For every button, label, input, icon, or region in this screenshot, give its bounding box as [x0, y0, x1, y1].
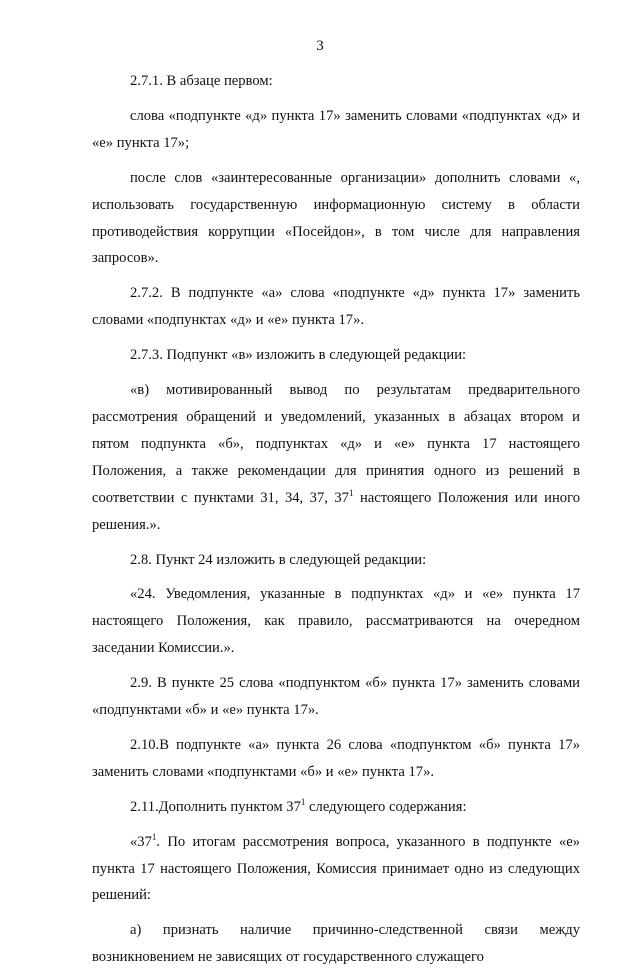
- paragraph-item-24: «24. Уведомления, указанные в подпунктах «д» и «е» пункта 17 настоящего Положения, как правило, рассматриваются на очередном заседании Комиссии.».: [92, 586, 580, 657]
- paragraph-subitem-v: [92, 377, 580, 538]
- paragraph-item-37-1-text: «37: [130, 833, 152, 850]
- paragraph-decision-a: а) признать наличие причинно-следственной связи между возникновением не зависящих от государственного служащего: [92, 922, 580, 966]
- superscript: 1: [300, 796, 306, 807]
- paragraph-subitem-v-text: «в) мотивированный вывод по результатам предварительного рассмотрения обращений и уведомлений, указанных в абзацах втором и пятом подпункта «б», подпунктах «д» и «е» пункта 17 настоящего Положения, а также рекомендации для принятия одного из решений в соответствии с пунктами 31, 34, 37, 37: [92, 382, 580, 506]
- paragraph-item-37-1: [92, 829, 580, 910]
- page-number: 3: [316, 38, 324, 54]
- paragraph-item-37-1-tail: . По итогам рассмотрения вопроса, указанного в подпункте «е» пункта 17 настоящего Положения, Комиссия принимает одно из следующих решений:: [92, 833, 580, 904]
- paragraph-2-9: 2.9. В пункте 25 слова «подпунктом «б» пункта 17» заменить словами «подпунктами «б» и «е» пункта 17».: [92, 675, 580, 719]
- paragraph-2-11-tail: следующего содержания:: [305, 798, 467, 815]
- paragraph-replace-words: слова «подпункте «д» пункта 17» заменить словами «подпунктах «д» и «е» пункта 17»;: [92, 107, 580, 151]
- paragraph-2-11: [92, 794, 580, 821]
- paragraph-2-11-text: 2.11.Дополнить пунктом 37: [130, 798, 301, 815]
- paragraph-add-words: после слов «заинтересованные организации» дополнить словами «, использовать государственную информационную систему в области противодействия коррупции «Посейдон», в том числе для направления запросов».: [92, 169, 580, 267]
- paragraph-2-7-3: 2.7.3. Подпункт «в» изложить в следующей редакции:: [130, 347, 467, 364]
- document-body: [92, 68, 580, 979]
- paragraph-subitem-v-tail: настоящего Положения или иного решения.».: [92, 489, 580, 533]
- paragraph-2-8: 2.8. Пункт 24 изложить в следующей редакции:: [130, 551, 427, 568]
- paragraph-2-10: 2.10.В подпункте «а» пункта 26 слова «подпунктом «б» пункта 17» заменить словами «подпунктами «б» и «е» пункта 17».: [92, 736, 580, 780]
- superscript: 1: [151, 831, 157, 842]
- paragraph-2-7-1: 2.7.1. В абзаце первом:: [130, 73, 273, 89]
- paragraph-2-7-2: 2.7.2. В подпункте «а» слова «подпункте «д» пункта 17» заменить словами «подпунктах «д» и «е» пункта 17».: [92, 285, 580, 329]
- superscript: 1: [348, 487, 354, 498]
